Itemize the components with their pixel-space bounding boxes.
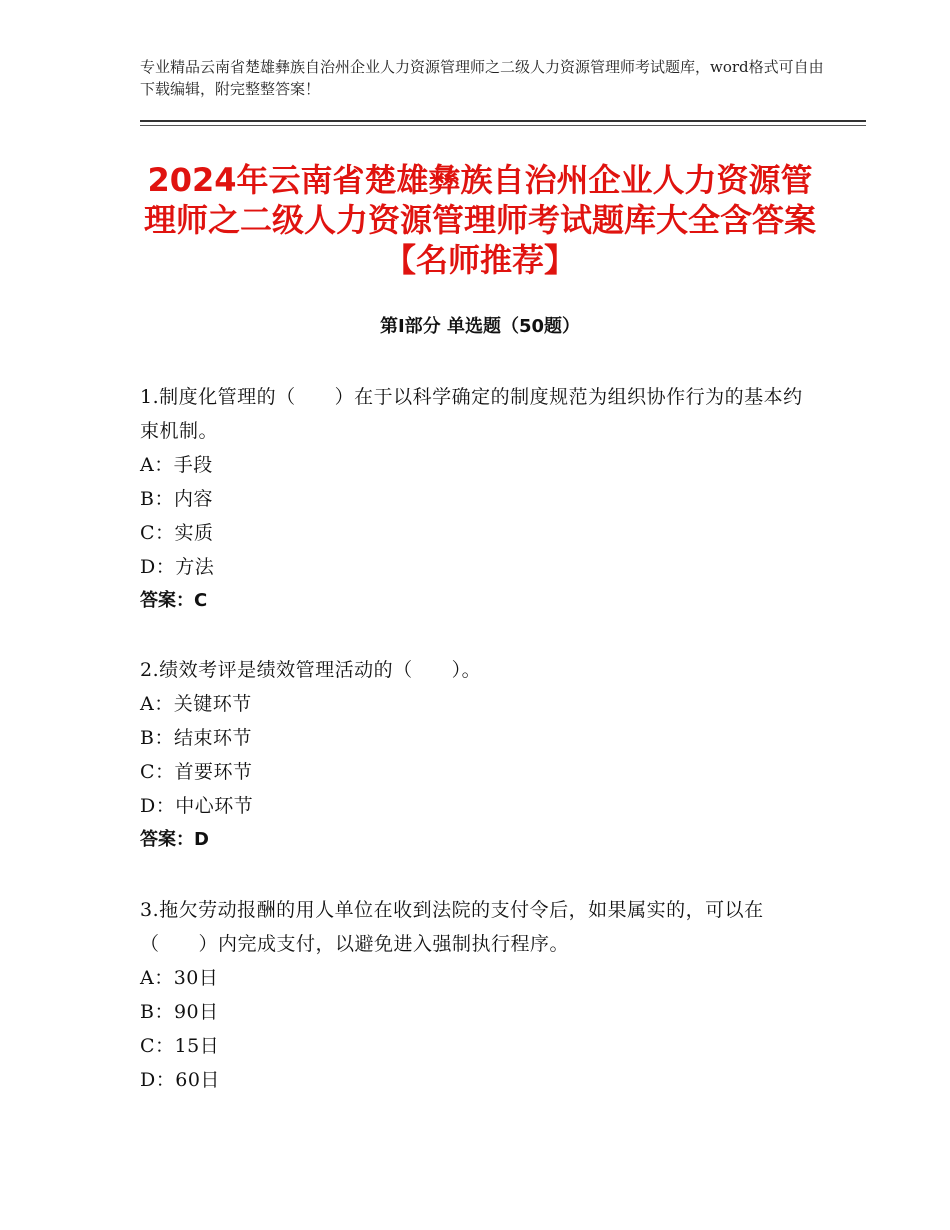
question-2 bbox=[140, 653, 820, 857]
option-d: D：方法 bbox=[140, 556, 215, 578]
option-d: D：60日 bbox=[140, 1069, 220, 1091]
header-divider-thin bbox=[140, 125, 866, 126]
option-c: C：首要环节 bbox=[140, 761, 253, 783]
header-note: 专业精品云南省楚雄彝族自治州企业人力资源管理师之二级人力资源管理师考试题库，word格式可自由下载编辑，附完整整答案！ bbox=[140, 58, 824, 98]
option-a: A：关键环节 bbox=[140, 693, 252, 715]
option-d: D：中心环节 bbox=[140, 795, 254, 817]
option-b: B：90日 bbox=[140, 1001, 219, 1023]
question-3 bbox=[140, 893, 820, 1097]
header-divider bbox=[140, 120, 866, 122]
question-stem: 1.制度化管理的（ ）在于以科学确定的制度规范为组织协作行为的基本约束机制。 bbox=[140, 386, 803, 442]
question-1 bbox=[140, 380, 820, 618]
question-stem: 3.拖欠劳动报酬的用人单位在收到法院的支付令后，如果属实的，可以在（ ）内完成支付，以避免进入强制执行程序。 bbox=[140, 899, 764, 955]
option-b: B：内容 bbox=[140, 488, 213, 510]
option-c: C：15日 bbox=[140, 1035, 220, 1057]
answer: 答案：C bbox=[140, 590, 208, 611]
question-stem: 2.绩效考评是绩效管理活动的（ ）。 bbox=[140, 659, 482, 681]
document-title: 2024年云南省楚雄彝族自治州企业人力资源管理师之二级人力资源管理师考试题库大全含答案【名师推荐】 bbox=[143, 161, 816, 279]
option-a: A：30日 bbox=[140, 967, 219, 989]
option-b: B：结束环节 bbox=[140, 727, 252, 749]
option-c: C：实质 bbox=[140, 522, 214, 544]
answer: 答案：D bbox=[140, 829, 209, 850]
section-title: 第Ⅰ部分 单选题（50题） bbox=[379, 316, 580, 337]
option-a: A：手段 bbox=[140, 454, 213, 476]
